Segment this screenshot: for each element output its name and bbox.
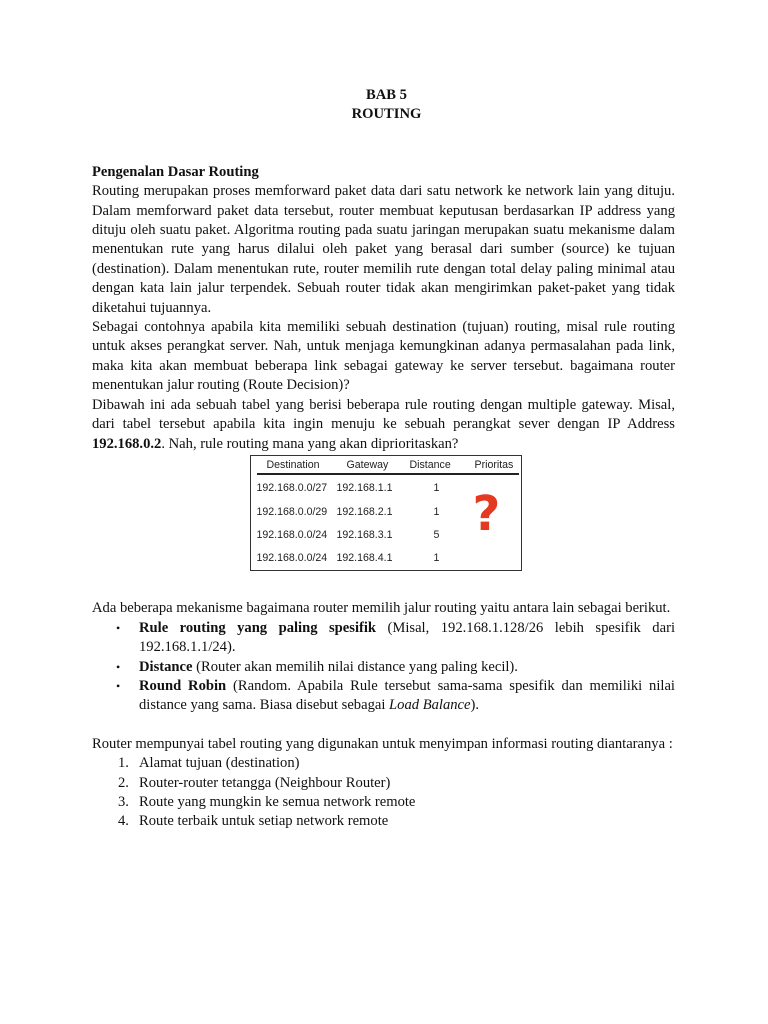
- mechanisms-list: [92, 619, 675, 716]
- question-mark-icon: ?: [472, 485, 501, 542]
- list-item-italic-term: Load Balance: [389, 697, 471, 714]
- paragraph-mechanisms-intro: Ada beberapa mekanisme bagaimana router memilih jalur routing yaitu antara lain sebagai berikut.: [92, 600, 671, 617]
- figure-cell-gateway: 192.168.3.1: [336, 528, 393, 541]
- figure-header-divider: [257, 473, 519, 475]
- list-item-text: Alamat tujuan (destination): [139, 755, 300, 772]
- figure-header-destination: Destination: [266, 458, 320, 471]
- figure-cell-destination: 192.168.0.0/27: [256, 481, 328, 494]
- list-item-number: 1.: [118, 755, 129, 772]
- target-ip-address: 192.168.0.2: [92, 435, 162, 452]
- figure-header-row: [251, 459, 521, 473]
- list-item-text: Route terbaik untuk setiap network remote: [139, 813, 389, 830]
- document-body: [92, 86, 675, 832]
- paragraph-table-intro-post: . Nah, rule routing mana yang akan diprioritaskan?: [161, 435, 459, 452]
- figure-cell-distance: 1: [433, 505, 440, 518]
- list-item-desc: (Random. Apabila Rule tersebut sama-sama spesifik dan memiliki nilai distance yang sama. Biasa disebut sebagai: [139, 677, 675, 714]
- bullet-icon: •: [116, 659, 121, 674]
- list-item-desc: (Misal, 192.168.1.128/26 lebih spesifik dari 192.168.1.1/24).: [139, 619, 675, 656]
- figure-cell-gateway: 192.168.2.1: [336, 505, 393, 518]
- paragraph-table-intro-pre: Dibawah ini ada sebuah tabel yang berisi beberapa rule routing dengan multiple gateway. Misal, dari tabel tersebut apabila kita ingin menuju ke sebuah perangkat sever dengan IP Address: [92, 396, 675, 433]
- figure-row: [251, 552, 521, 566]
- list-item-number: 2.: [118, 774, 129, 791]
- list-item: [92, 812, 675, 831]
- figure-cell-gateway: 192.168.4.1: [336, 551, 393, 564]
- list-item: [92, 619, 675, 658]
- figure-cell-distance: 1: [433, 481, 440, 494]
- figure-cell-gateway: 192.168.1.1: [336, 481, 393, 494]
- list-item-text: Route yang mungkin ke semua network remote: [139, 793, 416, 810]
- figure-cell-destination: 192.168.0.0/24: [256, 551, 328, 564]
- list-item: [92, 793, 675, 812]
- routing-table-info-list: [92, 754, 675, 832]
- bullet-icon: •: [116, 678, 121, 693]
- figure-cell-destination: 192.168.0.0/24: [256, 528, 328, 541]
- figure-header-prioritas: Prioritas: [474, 458, 514, 471]
- paragraph-table-intro: [92, 396, 675, 454]
- list-item: [92, 774, 675, 793]
- bullet-icon: •: [116, 620, 121, 635]
- figure-container: [92, 455, 675, 577]
- paragraph-routing-definition: Routing merupakan proses memforward paket data dari satu network ke network lain yang dituju. Dalam memforward paket data tersebut, router membuat keputusan berdasarkan IP address yang dituju oleh suatu paket. Algoritma routing pada suatu jaringan merupakan suatu mekanisme dalam menentukan rute yang harus dilalui oleh paket yang berasal dari sumber (source) ke tujuan (destination). Dalam menentukan rute, router memilih rute dengan total delay paling minimal atau dengan kata lain jalur terpendek. Sebuah router tidak akan mengirimkan paket-paket yang tidak diketahui tujuannya.: [92, 183, 675, 316]
- chapter-title: ROUTING: [351, 106, 422, 123]
- routing-rules-figure: [250, 455, 522, 571]
- list-item-number: 3.: [118, 793, 129, 810]
- list-item-text: Router-router tetangga (Neighbour Router): [139, 774, 391, 791]
- list-item-term: Rule routing yang paling spesifik: [139, 619, 377, 636]
- list-item: [92, 658, 675, 677]
- list-item-number: 4.: [118, 813, 129, 830]
- figure-header-gateway: Gateway: [346, 458, 389, 471]
- list-item-tail: ).: [470, 697, 480, 714]
- chapter-number: BAB 5: [366, 87, 407, 103]
- list-item: [92, 754, 675, 773]
- figure-cell-distance: 1: [433, 551, 440, 564]
- list-item-term: Distance: [139, 658, 193, 675]
- section-heading: Pengenalan Dasar Routing: [92, 163, 259, 180]
- paragraph-routing-table-intro: Router mempunyai tabel routing yang digunakan untuk menyimpan informasi routing diantaranya :: [92, 735, 673, 752]
- list-item-desc: (Router akan memilih nilai distance yang paling kecil).: [192, 658, 518, 675]
- list-item: [92, 677, 675, 716]
- figure-cell-distance: 5: [433, 528, 440, 541]
- list-item-term: Round Robin: [139, 677, 227, 694]
- figure-header-distance: Distance: [409, 458, 451, 471]
- figure-cell-destination: 192.168.0.0/29: [256, 505, 328, 518]
- paragraph-example: Sebagai contohnya apabila kita memiliki sebuah destination (tujuan) routing, misal rule routing untuk akses perangkat server. Nah, untuk menjaga kemungkinan adanya permasalahan pada link, maka kita akan membuat beberapa link sebagai gateway ke server tersebut. bagaimana router menentukan jalur routing (Route Decision)?: [92, 319, 675, 394]
